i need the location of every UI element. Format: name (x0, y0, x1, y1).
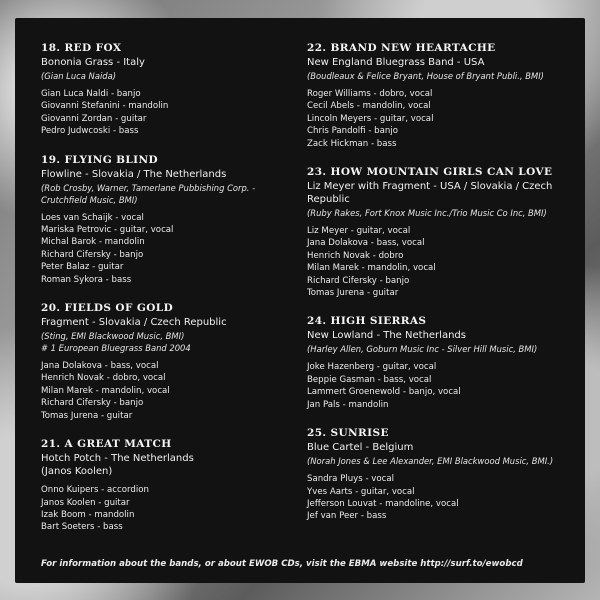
track-artist: Blue Cartel - Belgium (307, 442, 414, 454)
footer-note: For information about the bands, or about EWOB CDs, visit the EBMA website http://surf.to/ewobcd (41, 559, 523, 569)
member-list (307, 88, 562, 150)
track-artist: Hotch Potch - The Netherlands (Janos Koolen) (41, 453, 194, 478)
track-entry (307, 427, 562, 523)
member-item: Beppie Gasman - bass, vocal (307, 374, 432, 385)
track-title: 25. SUNRISE (307, 427, 389, 440)
member-item: Cecil Abels - mandolin, vocal (307, 101, 431, 112)
track-credit: (Gian Luca Naida) (41, 71, 116, 81)
track-credit: (Rob Crosby, Warner, Tamerlane Pubbishing Corp. - Crutchfield Music, BMI) (41, 182, 256, 205)
member-item: Lammert Groenewold - banjo, vocal (307, 387, 461, 398)
member-item: Roman Sykora - bass (41, 274, 132, 285)
member-item: Pedro Judwcoski - bass (41, 126, 139, 137)
member-item: Loes van Schaijk - vocal (41, 212, 144, 223)
member-item: Richard Cifersky - banjo (41, 249, 144, 260)
track-credit: (Ruby Rakes, Fort Knox Music Inc./Trio Music Co Inc, BMI) (307, 208, 547, 219)
member-item: Lincoln Meyers - guitar, vocal (307, 113, 434, 124)
track-title: 23. HOW MOUNTAIN GIRLS CAN LOVE (307, 166, 553, 179)
track-artist: New Lowland - The Netherlands (307, 330, 466, 342)
track-title: 20. FIELDS OF GOLD (41, 302, 174, 315)
track-entry (41, 438, 296, 534)
track-artist: Bononia Grass - Italy (41, 57, 145, 68)
member-item: Mariska Petrovic - guitar, vocal (41, 225, 174, 236)
member-item: Sandra Pluys - vocal (307, 474, 395, 485)
member-item: Jef van Peer - bass (307, 511, 387, 522)
member-item: Izak Boom - mandolin (41, 509, 135, 520)
track-title: 21. A GREAT MATCH (41, 438, 172, 451)
member-item: Milan Marek - mandolin, vocal (307, 263, 436, 274)
track-entry (307, 315, 562, 411)
track-entry (307, 42, 562, 150)
track-entry (41, 302, 296, 422)
member-list (41, 88, 296, 138)
member-list (41, 360, 296, 422)
track-entry (41, 42, 296, 138)
member-item: Tomas Jurena - guitar (307, 288, 399, 299)
member-item: Milan Marek - mandolin, vocal (41, 385, 170, 396)
member-item: Giovanni Stefanini - mandolin (41, 101, 169, 112)
member-item: Richard Cifersky - banjo (307, 275, 410, 286)
member-item: Roger Williams - dobro, vocal (307, 89, 433, 99)
track-title: 19. FLYING BLIND (41, 153, 158, 166)
member-item: Janos Koolen - guitar (41, 497, 130, 508)
member-item: Bart Soeters - bass (41, 522, 123, 533)
member-list (307, 225, 562, 299)
track-credit: (Norah Jones & Lee Alexander, EMI Blackwood Music, BMI.) (307, 456, 554, 467)
member-list (41, 484, 296, 534)
member-item: Henrich Novak - dobro, vocal (41, 373, 166, 384)
member-item: Onno Kuipers - accordion (41, 485, 149, 496)
member-item: Michal Barok - mandolin (41, 237, 145, 248)
member-item: Chris Pandolfi - banjo (307, 126, 398, 137)
member-list (307, 473, 562, 523)
track-entry (41, 154, 296, 286)
member-list (41, 212, 296, 286)
track-title: 18. RED FOX (41, 42, 122, 54)
track-artist: Fragment - Slovakia / Czech Republic (41, 317, 227, 329)
member-item: Jefferson Louvat - mandoline, vocal (307, 498, 459, 509)
track-credit: (Boudleaux & Felice Bryant, House of Bryant Publi., BMI) (307, 71, 544, 81)
left-column (41, 42, 296, 550)
track-credit: (Harley Allen, Goburn Music Inc - Silver Hill Music, BMI) (307, 344, 538, 355)
track-artist: Flowline - Slovakia / The Netherlands (41, 168, 227, 180)
track-artist: Liz Meyer with Fragment - USA / Slovakia / Czech Republic (307, 181, 553, 206)
track-credit: (Sting, EMI Blackwood Music, BMI) # 1 European Bluegrass Band 2004 (41, 331, 191, 354)
liner-notes-panel (15, 18, 585, 583)
track-artist: New England Bluegrass Band - USA (307, 57, 485, 68)
track-title: 24. HIGH SIERRAS (307, 315, 427, 328)
member-item: Jan Pals - mandolin (307, 399, 389, 410)
member-list (307, 361, 562, 411)
track-entry (307, 166, 562, 299)
member-item: Tomas Jurena - guitar (41, 410, 133, 421)
member-item: Richard Cifersky - banjo (41, 398, 144, 409)
member-item: Henrich Novak - dobro (307, 250, 404, 261)
right-column (307, 42, 562, 539)
member-item: Gian Luca Naldi - banjo (41, 89, 141, 99)
member-item: Giovanni Zordan - guitar (41, 113, 147, 124)
member-item: Joke Hazenberg - guitar, vocal (307, 362, 437, 373)
member-item: Yves Aarts - guitar, vocal (307, 486, 415, 497)
member-item: Jana Dolakova - bass, vocal (307, 238, 425, 249)
member-item: Zack Hickman - bass (307, 138, 397, 149)
member-item: Jana Dolakova - bass, vocal (41, 361, 159, 372)
member-item: Liz Meyer - guitar, vocal (307, 226, 411, 237)
track-title: 22. BRAND NEW HEARTACHE (307, 42, 496, 54)
member-item: Peter Balaz - guitar (41, 262, 124, 273)
